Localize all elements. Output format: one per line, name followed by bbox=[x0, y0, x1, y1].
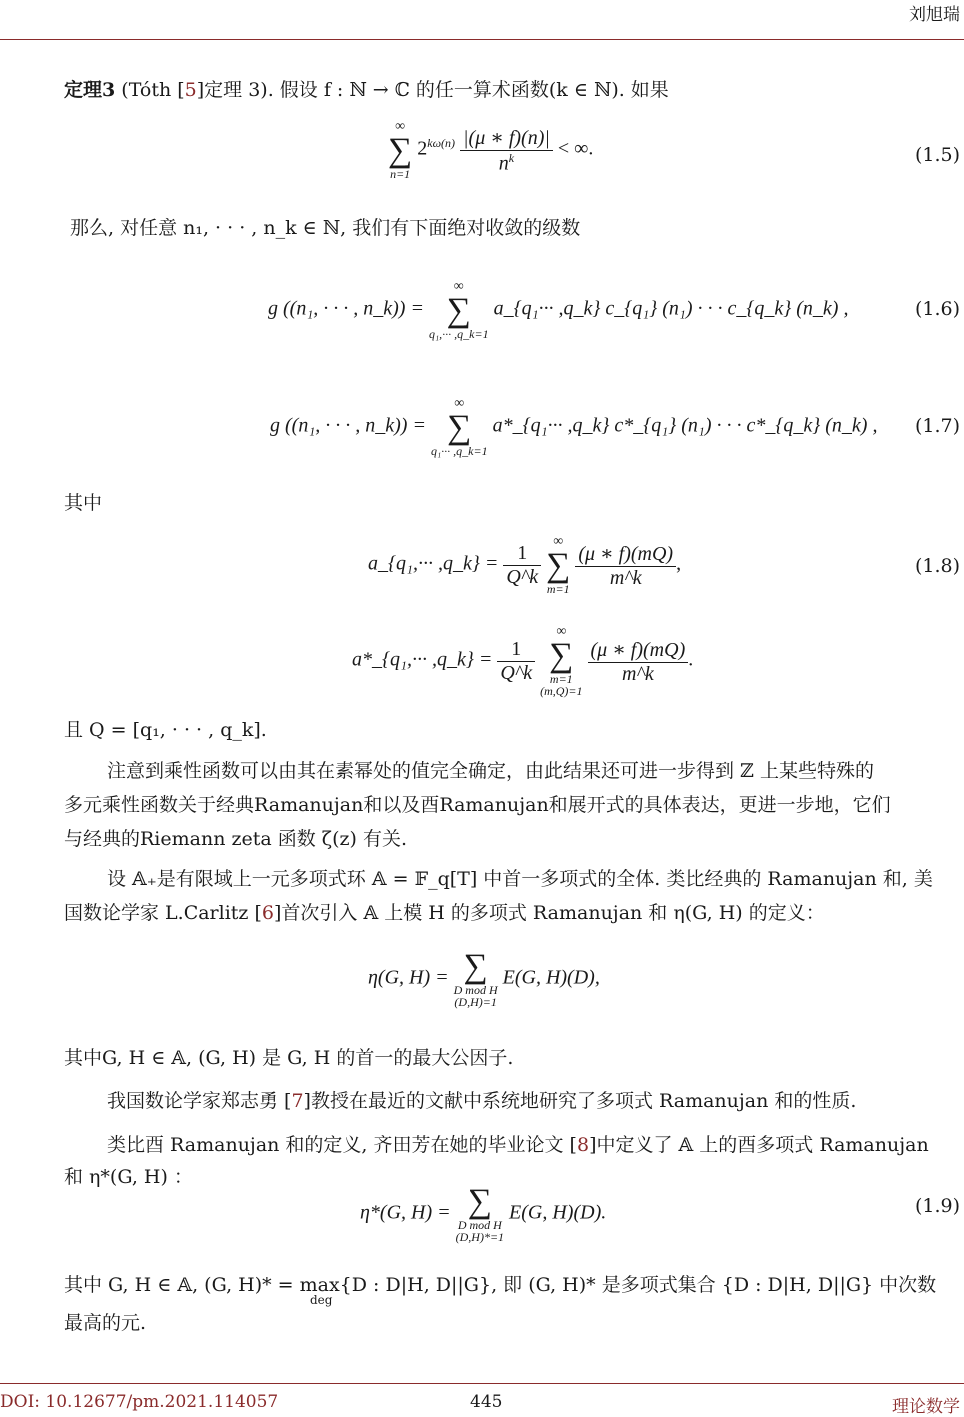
theorem-statement bbox=[64, 75, 669, 102]
equation-1-6: g ((n₁, · · · , n_k)) = ∞ ∑ q₁,··· ,q_k=1 a_{q₁··· ,q_k} c_{q₁} (n₁) · · · c_{q_k} (n_k) , bbox=[268, 279, 849, 341]
max-subscript: deg bbox=[310, 1293, 333, 1307]
header-rule bbox=[0, 39, 964, 40]
equation-1-5: ∞ ∑ n=1 $2^{k\omega(n)}$ $\frac{|(\mu ∗ f)(n)|}{n^k}$ < ∞. bbox=[388, 119, 594, 181]
footer-rule bbox=[0, 1383, 964, 1384]
para5-line2: 最高的元. bbox=[64, 1312, 147, 1334]
text-where: 其中 bbox=[64, 492, 103, 514]
para4-line1: 类比酉 Ramanujan 和的定义, 齐田芳在她的毕业论文 [8]中定义了 𝔸 上的酉多项式 Ramanujan bbox=[107, 1134, 929, 1156]
para5-line1: 其中 G, H ∈ 𝔸, (G, H)* = max{D : D|H, D||G}, 即 (G, H)* 是多项式集合 {D : D|H, D||G} 中次数 bbox=[64, 1274, 937, 1296]
citation-link-7[interactable]: 7 bbox=[291, 1090, 304, 1112]
para4-line2: 和 η*(G, H) ： bbox=[64, 1166, 193, 1188]
equation-1-7: g ((n₁, · · · , n_k)) = ∞ ∑ q₁··· ,q_k=1 a*_{q₁··· ,q_k} c*_{q₁} (n₁) · · · c*_{q_k} (n_k) , bbox=[270, 396, 878, 458]
para1-line1: 注意到乘性函数可以由其在素幂处的值完全确定，由此结果还可进一步得到 ℤ 上某些特殊的 bbox=[107, 760, 874, 782]
footer-journal-link[interactable]: 理论数学 bbox=[892, 1397, 960, 1417]
equation-1-8: a_{q₁,··· ,q_k} = $\frac{1}{Q\^{}k}$ ∞ ∑ m=1 $\frac{(\mu ∗ f)(mQ)}{m\^{}k}$ , bbox=[368, 534, 682, 596]
para3: 我国数论学家郑志勇 [7]教授在最近的文献中系统地研究了多项式 Ramanujan 和的性质. bbox=[107, 1090, 857, 1112]
text-and-Q: 且 Q = [q₁, · · · , q_k]. bbox=[64, 719, 267, 741]
text-eta-where: 其中G, H ∈ 𝔸, (G, H) 是 G, H 的首一的最大公因子. bbox=[64, 1047, 514, 1069]
theorem-citation-prefix: (Tóth [ bbox=[121, 79, 185, 101]
equation-number-1-7: (1.7) bbox=[914, 415, 960, 437]
equation-number-1-8: (1.8) bbox=[914, 555, 960, 577]
text-then: 那么, 对任意 n₁, · · · , n_k ∈ ℕ, 我们有下面绝对收敛的级数 bbox=[70, 217, 581, 239]
para1-line3: 与经典的Riemann zeta 函数 ζ(z) 有关. bbox=[64, 828, 407, 850]
equation-eta: η(G, H) = ∑ D mod H (D,H)=1 E(G, H)(D), bbox=[368, 948, 600, 1009]
footer-doi-link[interactable]: DOI: 10.12677/pm.2021.114057 bbox=[0, 1392, 279, 1412]
equation-number-1-9: (1.9) bbox=[914, 1195, 960, 1217]
footer-page-number: 445 bbox=[470, 1392, 503, 1412]
equation-number-1-5: (1.5) bbox=[914, 144, 960, 166]
equation-1-9: η*(G, H) = ∑ D mod H (D,H)*=1 E(G, H)(D). bbox=[360, 1183, 607, 1244]
para2-line2: 国数论学家 L.Carlitz [6]首次引入 𝔸 上模 H 的多项式 Ramanujan 和 η(G, H) 的定义： bbox=[64, 902, 825, 924]
citation-link-5[interactable]: 5 bbox=[184, 79, 197, 101]
running-head-author: 刘旭瑞 bbox=[909, 5, 960, 25]
citation-link-8[interactable]: 8 bbox=[576, 1134, 590, 1156]
sum-symbol: ∞ ∑ n=1 bbox=[388, 119, 413, 181]
para1-line2: 多元乘性函数关于经典Ramanujan和以及酉Ramanujan和展开式的具体表达，更进一步地，它们 bbox=[64, 794, 891, 816]
fraction: $\frac{|(\mu ∗ f)(n)|}{n^k}$ bbox=[460, 125, 553, 176]
theorem-citation-suffix: ]定理 3). bbox=[196, 79, 274, 101]
theorem-label: 定理3 bbox=[64, 79, 116, 101]
para2-line1: 设 𝔸₊是有限域上一元多项式环 𝔸 = 𝔽_q[T] 中首一多项式的全体. 类比经典的 Ramanujan 和, 美 bbox=[107, 868, 933, 890]
theorem-text: 假设 f : ℕ → ℂ 的任一算术函数(k ∈ ℕ). 如果 bbox=[279, 79, 669, 101]
citation-link-6[interactable]: 6 bbox=[261, 902, 274, 924]
equation-1-8-unitary: a*_{q₁,··· ,q_k} = $\frac{1}{Q\^{}k}$ ∞ ∑ m=1 (m,Q)=1 $\frac{(\mu ∗ f)(mQ)}{m\^{}k}$ . bbox=[352, 624, 694, 698]
equation-number-1-6: (1.6) bbox=[914, 298, 960, 320]
